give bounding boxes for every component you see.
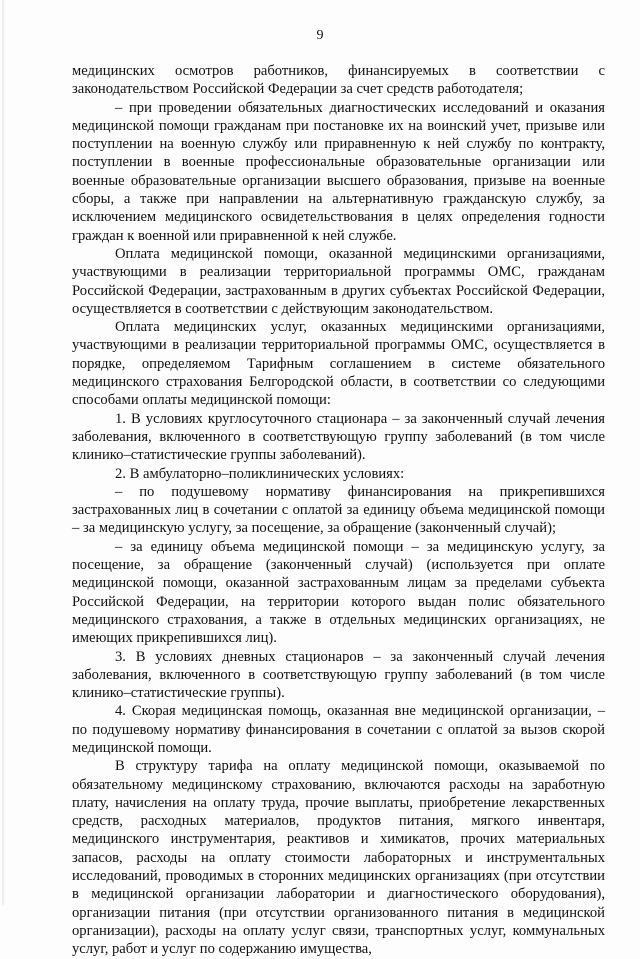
paragraph: 3. В условиях дневных стационаров – за законченный случай лечения заболевания, включенного в соответствующую группу заболеваний (в том числе клинико–статистические группы).	[72, 648, 605, 702]
paragraph: 4. Скорая медицинская помощь, оказанная вне медицинской организации, – по подушевому нормативу финансирования в сочетании с оплатой за вызов скорой медицинской помощи.	[72, 703, 605, 756]
scan-edge-shadow	[2, 0, 5, 905]
paragraph: В структуру тарифа на оплату медицинской помощи, оказываемой по обязательному медицинскому страхованию, включаются расходы на заработную плату, начисления на оплату труда, прочие выплаты, приобретение лекарственных средств, расходных материалов, продуктов питания, мягкого инвентаря, медицинского инструментария, реактивов и химикатов, прочих материальных запасов, расходы на оплату стоимости лабораторных и инструментальных исследований, проводимых в сторонних медицинских организациях (при отсутствии в медицинской организации лаборатории и диагностического оборудования), организации питания (при отсутствии организованного питания в медицинской организации), расходы на оплату услуг связи, транспортных услуг, коммунальных услуг, работ и услуг по содержанию имущества,	[72, 758, 605, 958]
paragraph: медицинских осмотров работников, финансируемых в соответствии с законодательством Российской Федерации за счет средств работодателя;	[72, 63, 605, 98]
paragraph: 2. В амбулаторно–поликлинических условиях:	[115, 465, 405, 482]
paragraph: – при проведении обязательных диагностических исследований и оказания медицинской помощи гражданам при постановке их на воинский учет, призыве или поступлении на военную службу или приравненную к ней службу по контракту, поступлении в военные профессиональные образовательные организации или военные образовательные организации высшего образования, призыве на военные сборы, а также при направлении на альтернативную гражданскую службу, за исключением медицинского освидетельствования в целях определения годности граждан к военной или приравненной к ней службе.	[72, 99, 605, 244]
document-body	[72, 62, 605, 959]
page-number: 9	[316, 28, 324, 43]
paragraph: Оплата медицинских услуг, оказанных медицинскими организациями, участвующими в реализации территориальной программы ОМС, осуществляется в порядке, определяемом Тарифным соглашением в системе обязательного медицинского страхования Белгородской области, в соответствии со следующими способами оплаты медицинской помощи:	[72, 319, 605, 409]
paragraph: – по подушевому нормативу финансирования на прикрепившихся застрахованных лиц в сочетании с оплатой за единицу объема медицинской помощи – за медицинскую услугу, за посещение, за обращение (законченный случай);	[72, 483, 605, 537]
paragraph: Оплата медицинской помощи, оказанной медицинскими организациями, участвующими в реализации территориальной программы ОМС, гражданам Российской Федерации, застрахованным в других субъектах Российской Федерации, осуществляется в соответствии с действующим законодательством.	[72, 245, 605, 317]
paragraph: 1. В условиях круглосуточного стационара – за законченный случай лечения заболевания, включенного в соответствующую группу заболеваний (в том числе клинико–статистические группы заболеваний).	[72, 410, 605, 464]
paragraph: – за единицу объема медицинской помощи – за медицинскую услугу, за посещение, за обращение (законченный случай) (используется при оплате медицинской помощи, оказанной застрахованным лицам за пределами субъекта Российской Федерации, на территории которого выдан полис обязательного медицинского страхования, а также в отдельных медицинских организациях, не имеющих прикрепившихся лиц).	[72, 538, 605, 647]
